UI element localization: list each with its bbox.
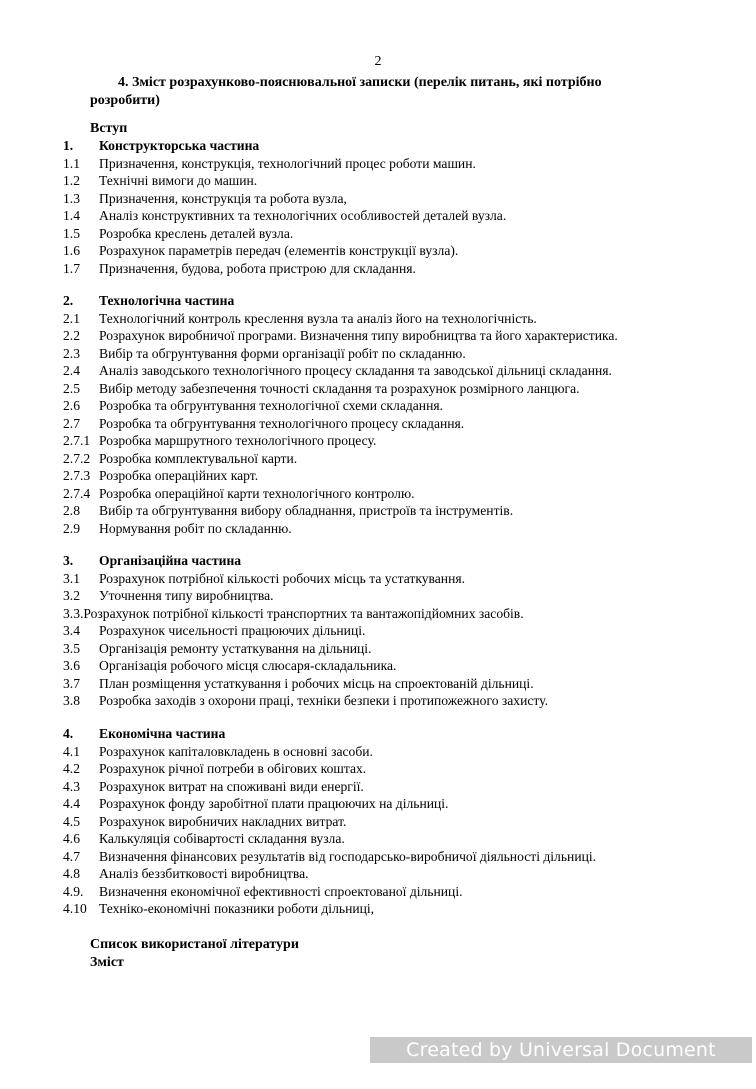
list-item	[63, 570, 743, 588]
list-item	[63, 778, 743, 796]
section-title-row	[63, 725, 743, 743]
item-text: Вибір та обгрунтування вибору обладнання, пристроїв та інструментів.	[99, 503, 514, 518]
item-number: 2.6	[63, 398, 80, 413]
item-number: 2.4	[63, 363, 80, 378]
list-item	[63, 450, 743, 468]
item-number: 2.7.4	[63, 485, 91, 501]
list-item	[63, 397, 743, 415]
item-number: 4.1	[63, 743, 80, 759]
page-number: 2	[374, 54, 382, 69]
item-number: 1.1	[63, 155, 80, 171]
list-item	[63, 155, 743, 173]
section-title-row	[63, 292, 743, 310]
item-number: 2.9	[63, 520, 80, 536]
contents-heading: Зміст	[90, 955, 124, 970]
item-number: 1.7	[63, 260, 80, 276]
item-text: Розрахунок потрібної кількості транспортних та вантажопідйомних засобів.	[83, 605, 524, 621]
item-text: Розрахунок виробничих накладних витрат.	[99, 813, 347, 829]
item-number: 1.4	[63, 208, 80, 223]
item-text: Розрахунок потрібної кількості робочих місць та устаткування.	[99, 570, 465, 586]
item-text: Визначення економічної ефективності спроектованої дільниці.	[99, 883, 463, 899]
item-number: 3.8	[63, 693, 80, 708]
item-number: 4.5	[63, 813, 80, 829]
list-item	[63, 743, 743, 761]
list-item	[63, 760, 743, 778]
item-number: 3.4	[63, 623, 80, 638]
item-number: 2.7	[63, 415, 80, 431]
list-item	[63, 242, 743, 260]
list-item	[63, 415, 743, 433]
section-number: 4.	[63, 726, 74, 741]
list-item	[63, 813, 743, 831]
item-text: Вибір методу забезпечення точності складання та розрахунок розмірного ланцюга.	[99, 380, 580, 396]
heading-line-1: 4. Зміст розрахунково-пояснювальної записки (перелік питань, які потрібно	[118, 75, 602, 90]
item-number: 4.4	[63, 796, 80, 811]
list-item	[63, 848, 743, 866]
item-text: Організація ремонту устаткування на дільниці.	[99, 640, 372, 656]
item-text: Розрахунок чисельності працюючих дільниці.	[99, 623, 366, 638]
item-number: 3.6	[63, 658, 80, 673]
item-text: Призначення, конструкція, технологічний процес роботи машин.	[99, 155, 476, 171]
item-text: Розрахунок річної потреби в обігових коштах.	[99, 761, 367, 776]
section-organizational	[63, 552, 743, 710]
section-title-row	[63, 552, 743, 570]
item-number: 3.3.	[63, 605, 84, 621]
item-number: 2.3	[63, 345, 80, 361]
item-text: Технологічний контроль креслення вузла та аналіз його на технологічність.	[99, 310, 537, 326]
list-item	[63, 172, 743, 190]
heading-line-2: розробити)	[90, 93, 160, 108]
list-item	[63, 345, 743, 363]
list-item	[63, 380, 743, 398]
item-text: Уточнення типу виробництва.	[99, 588, 274, 603]
item-text: Розробка маршрутного технологічного процесу.	[99, 433, 377, 448]
item-number: 2.7.3	[63, 468, 91, 483]
item-number: 1.6	[63, 243, 80, 258]
item-text: Розрахунок виробничої програми. Визначення типу виробництва та його характеристика.	[99, 328, 618, 343]
list-item	[63, 587, 743, 605]
list-item	[63, 502, 743, 520]
item-text: Розрахунок витрат на споживані види енергії.	[99, 778, 364, 794]
item-text: Визначення фінансових результатів від господарсько-виробничої діяльності дільниці.	[99, 848, 597, 864]
item-text: Розрахунок фонду заробітної плати працюючих на дільниці.	[99, 796, 449, 811]
item-number: 3.2	[63, 588, 80, 603]
item-text: Розробка креслень деталей вузла.	[99, 225, 294, 241]
item-number: 4.10	[63, 901, 87, 916]
item-text: Аналіз заводського технологічного процесу складання та заводської дільниці складання.	[99, 363, 612, 378]
item-text: Розробка операційних карт.	[99, 468, 259, 483]
list-item	[63, 362, 743, 380]
item-text: Аналіз конструктивних та технологічних особливостей деталей вузла.	[99, 208, 507, 223]
references-heading: Список використаної літератури	[90, 937, 299, 952]
intro-heading: Вступ	[90, 121, 128, 136]
section-number: 3.	[63, 553, 74, 568]
item-number: 1.3	[63, 190, 80, 206]
item-number: 2.5	[63, 380, 80, 396]
item-text: Розробка операційної карти технологічного контролю.	[99, 485, 415, 501]
section-number: 2.	[63, 293, 74, 308]
list-item	[63, 883, 743, 901]
section-title: Технологічна частина	[99, 293, 235, 308]
item-text: Розрахунок параметрів передач (елементів конструкції вузла).	[99, 243, 459, 258]
item-number: 4.9.	[63, 883, 84, 899]
item-text: Вибір та обгрунтування форми організації робіт по складанню.	[99, 345, 466, 361]
item-number: 3.5	[63, 640, 80, 656]
list-item	[63, 657, 743, 675]
item-text: План розміщення устаткування і робочих місць на спроектованій дільниці.	[99, 675, 534, 691]
item-number: 1.2	[63, 173, 80, 188]
item-number: 4.3	[63, 778, 80, 794]
item-number: 1.5	[63, 225, 80, 241]
list-item	[63, 830, 743, 848]
item-number: 4.8	[63, 866, 80, 881]
item-number: 2.8	[63, 503, 80, 518]
section-economic	[63, 725, 743, 918]
item-number: 4.7	[63, 848, 80, 864]
list-item	[63, 622, 743, 640]
item-text: Призначення, конструкція та робота вузла,	[99, 190, 347, 206]
list-item	[63, 432, 743, 450]
section-heading	[90, 74, 710, 110]
item-number: 2.2	[63, 328, 80, 343]
list-item	[63, 485, 743, 503]
item-number: 2.7.1	[63, 433, 91, 448]
item-number: 4.6	[63, 831, 80, 846]
section-technological	[63, 292, 743, 537]
item-number: 2.1	[63, 310, 80, 326]
item-number: 2.7.2	[63, 450, 91, 466]
list-item	[63, 675, 743, 693]
list-item	[63, 310, 743, 328]
section-constructive	[63, 137, 743, 277]
item-text: Технічні вимоги до машин.	[99, 173, 258, 188]
list-item	[63, 865, 743, 883]
list-item	[63, 795, 743, 813]
item-text: Аналіз беззбитковості виробництва.	[99, 866, 309, 881]
list-item	[63, 190, 743, 208]
list-item	[63, 640, 743, 658]
item-text: Розрахунок капіталовкладень в основні засоби.	[99, 743, 373, 759]
item-text: Розробка комплектувальної карти.	[99, 450, 298, 466]
section-number: 1.	[63, 138, 74, 153]
item-text: Призначення, будова, робота пристрою для складання.	[99, 260, 416, 276]
list-item	[63, 225, 743, 243]
converter-watermark: Created by Universal Document Converter	[370, 1037, 752, 1063]
section-title: Конструкторська частина	[99, 138, 260, 153]
item-text: Організація робочого місця слюсаря-складальника.	[99, 658, 397, 673]
list-item	[63, 605, 743, 623]
section-title: Організаційна частина	[99, 553, 242, 568]
list-item	[63, 900, 743, 918]
item-text: Розробка заходів з охорони праці, техніки безпеки і протипожежного захисту.	[99, 693, 548, 708]
list-item	[63, 327, 743, 345]
section-title-row	[63, 137, 743, 155]
list-item	[63, 207, 743, 225]
item-text: Розробка та обгрунтування технологічного процесу складання.	[99, 415, 465, 431]
section-title: Економічна частина	[99, 726, 226, 741]
item-text: Розробка та обгрунтування технологічної схеми складання.	[99, 398, 444, 413]
list-item	[63, 692, 743, 710]
list-item	[63, 467, 743, 485]
item-text: Калькуляція собівартості складання вузла.	[99, 831, 345, 846]
closing-headings	[90, 936, 299, 972]
item-number: 3.1	[63, 570, 80, 586]
list-item	[63, 260, 743, 278]
item-text: Техніко-економічні показники роботи дільниці,	[99, 901, 375, 916]
item-number: 4.2	[63, 761, 80, 776]
item-number: 3.7	[63, 675, 80, 691]
item-text: Нормування робіт по складанню.	[99, 520, 292, 536]
list-item	[63, 520, 743, 538]
